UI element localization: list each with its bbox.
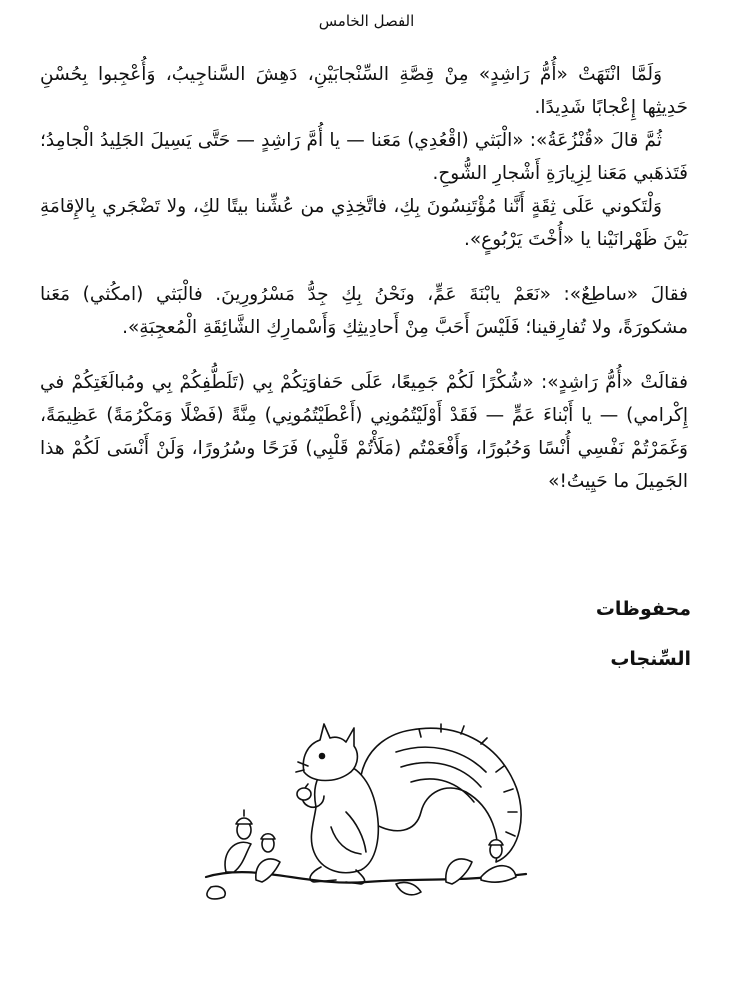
section-title-mahfuzat: محفوظات [595, 598, 691, 620]
squirrel-illustration [196, 712, 556, 902]
acorn-icon [236, 810, 252, 839]
poem-title: السِّنجاب [610, 648, 691, 670]
acorn-icon [489, 840, 503, 858]
chapter-header: الفصل الخامس [318, 12, 415, 30]
paragraph-1: وَلَمَّا انْتَهَتْ «أُمُّ رَاشِدٍ» مِنْ قِصَّةِ السِّنْجابَيْنِ، دَهِشَ السَّناجِيبُ، وَأُعْجِبوا بِحُسْنِ حَدِيثِها إِعْجابًا شَدِيدًا. [40, 64, 688, 118]
paragraph-5: فقالَتْ «أُمُّ رَاشِدٍ»: «شُكْرًا لَكُمْ جَمِيعًا، عَلَى حَفاوَتِكُمْ بِي (تَلَطُّفِكُمْ بِي ومُبالَغَتِكُمْ في إِكْرامي) — يا أَبْناءَ عَمٍّ — فَقَدْ أَوْلَيْتُمُونِي (أَعْطَيْتُمُونِي) مِنَّةً (فَضْلًا وَمَكْرُمَةً) عَظِيمَةً، وَغَمَرْتُمْ نَفْسِي أُنْسًا وَحُبُورًا، وَأَفْعَمْتُم (مَلَأْتُمْ قَلْبِي) فَرَحًا وسُرُورًا، وَلَنْ أَنْسَى لَكُمْ هذا الجَمِيلَ ما حَيِيتُ!» [40, 372, 688, 492]
paragraph-3: وَلْتَكوني عَلَى ثِقَةٍ أَنَّنا مُؤْتَنِسُونَ بِكِ، فاتَّخِذِي من عُشِّنا بيتًا لكِ، ولا تَضْجَري بِالإِقامَةِ بَيْنَ ظَهْرانَيْنا يا «أُخْتَ يَرْبُوعٍ». [40, 196, 688, 250]
squirrel-head [303, 724, 357, 781]
paragraph-4: فقالَ «ساطِعٌ»: «نَعَمْ يابْنَةَ عَمٍّ، ونَحْنُ بِكِ جِدُّ مَسْرُورِينَ. فالْبَثي (امكُثي) مَعَنا مشكورَةً، ولا تُفارِقينا؛ فَلَيْسَ أَحَبَّ مِنْ أَحادِيثِكِ وَأَسْمارِكِ الشَّائِقَةِ الْمُعجِبَةِ». [40, 284, 688, 338]
oak-branch [206, 872, 526, 883]
paragraph-2: ثُمَّ قالَ «قُنْزُعَةُ»: «الْبَثي (اقْعُدِي) مَعَنا — يا أُمَّ رَاشِدٍ — حَتَّى يَسِيلَ الجَلِيدُ الْجامِدُ؛ فَتَذهَبي مَعَنا لِزِيارَةِ أَشْجارِ الشُّوحِ. [40, 130, 688, 184]
chapter-body [40, 58, 688, 498]
acorn-icon [261, 834, 275, 852]
